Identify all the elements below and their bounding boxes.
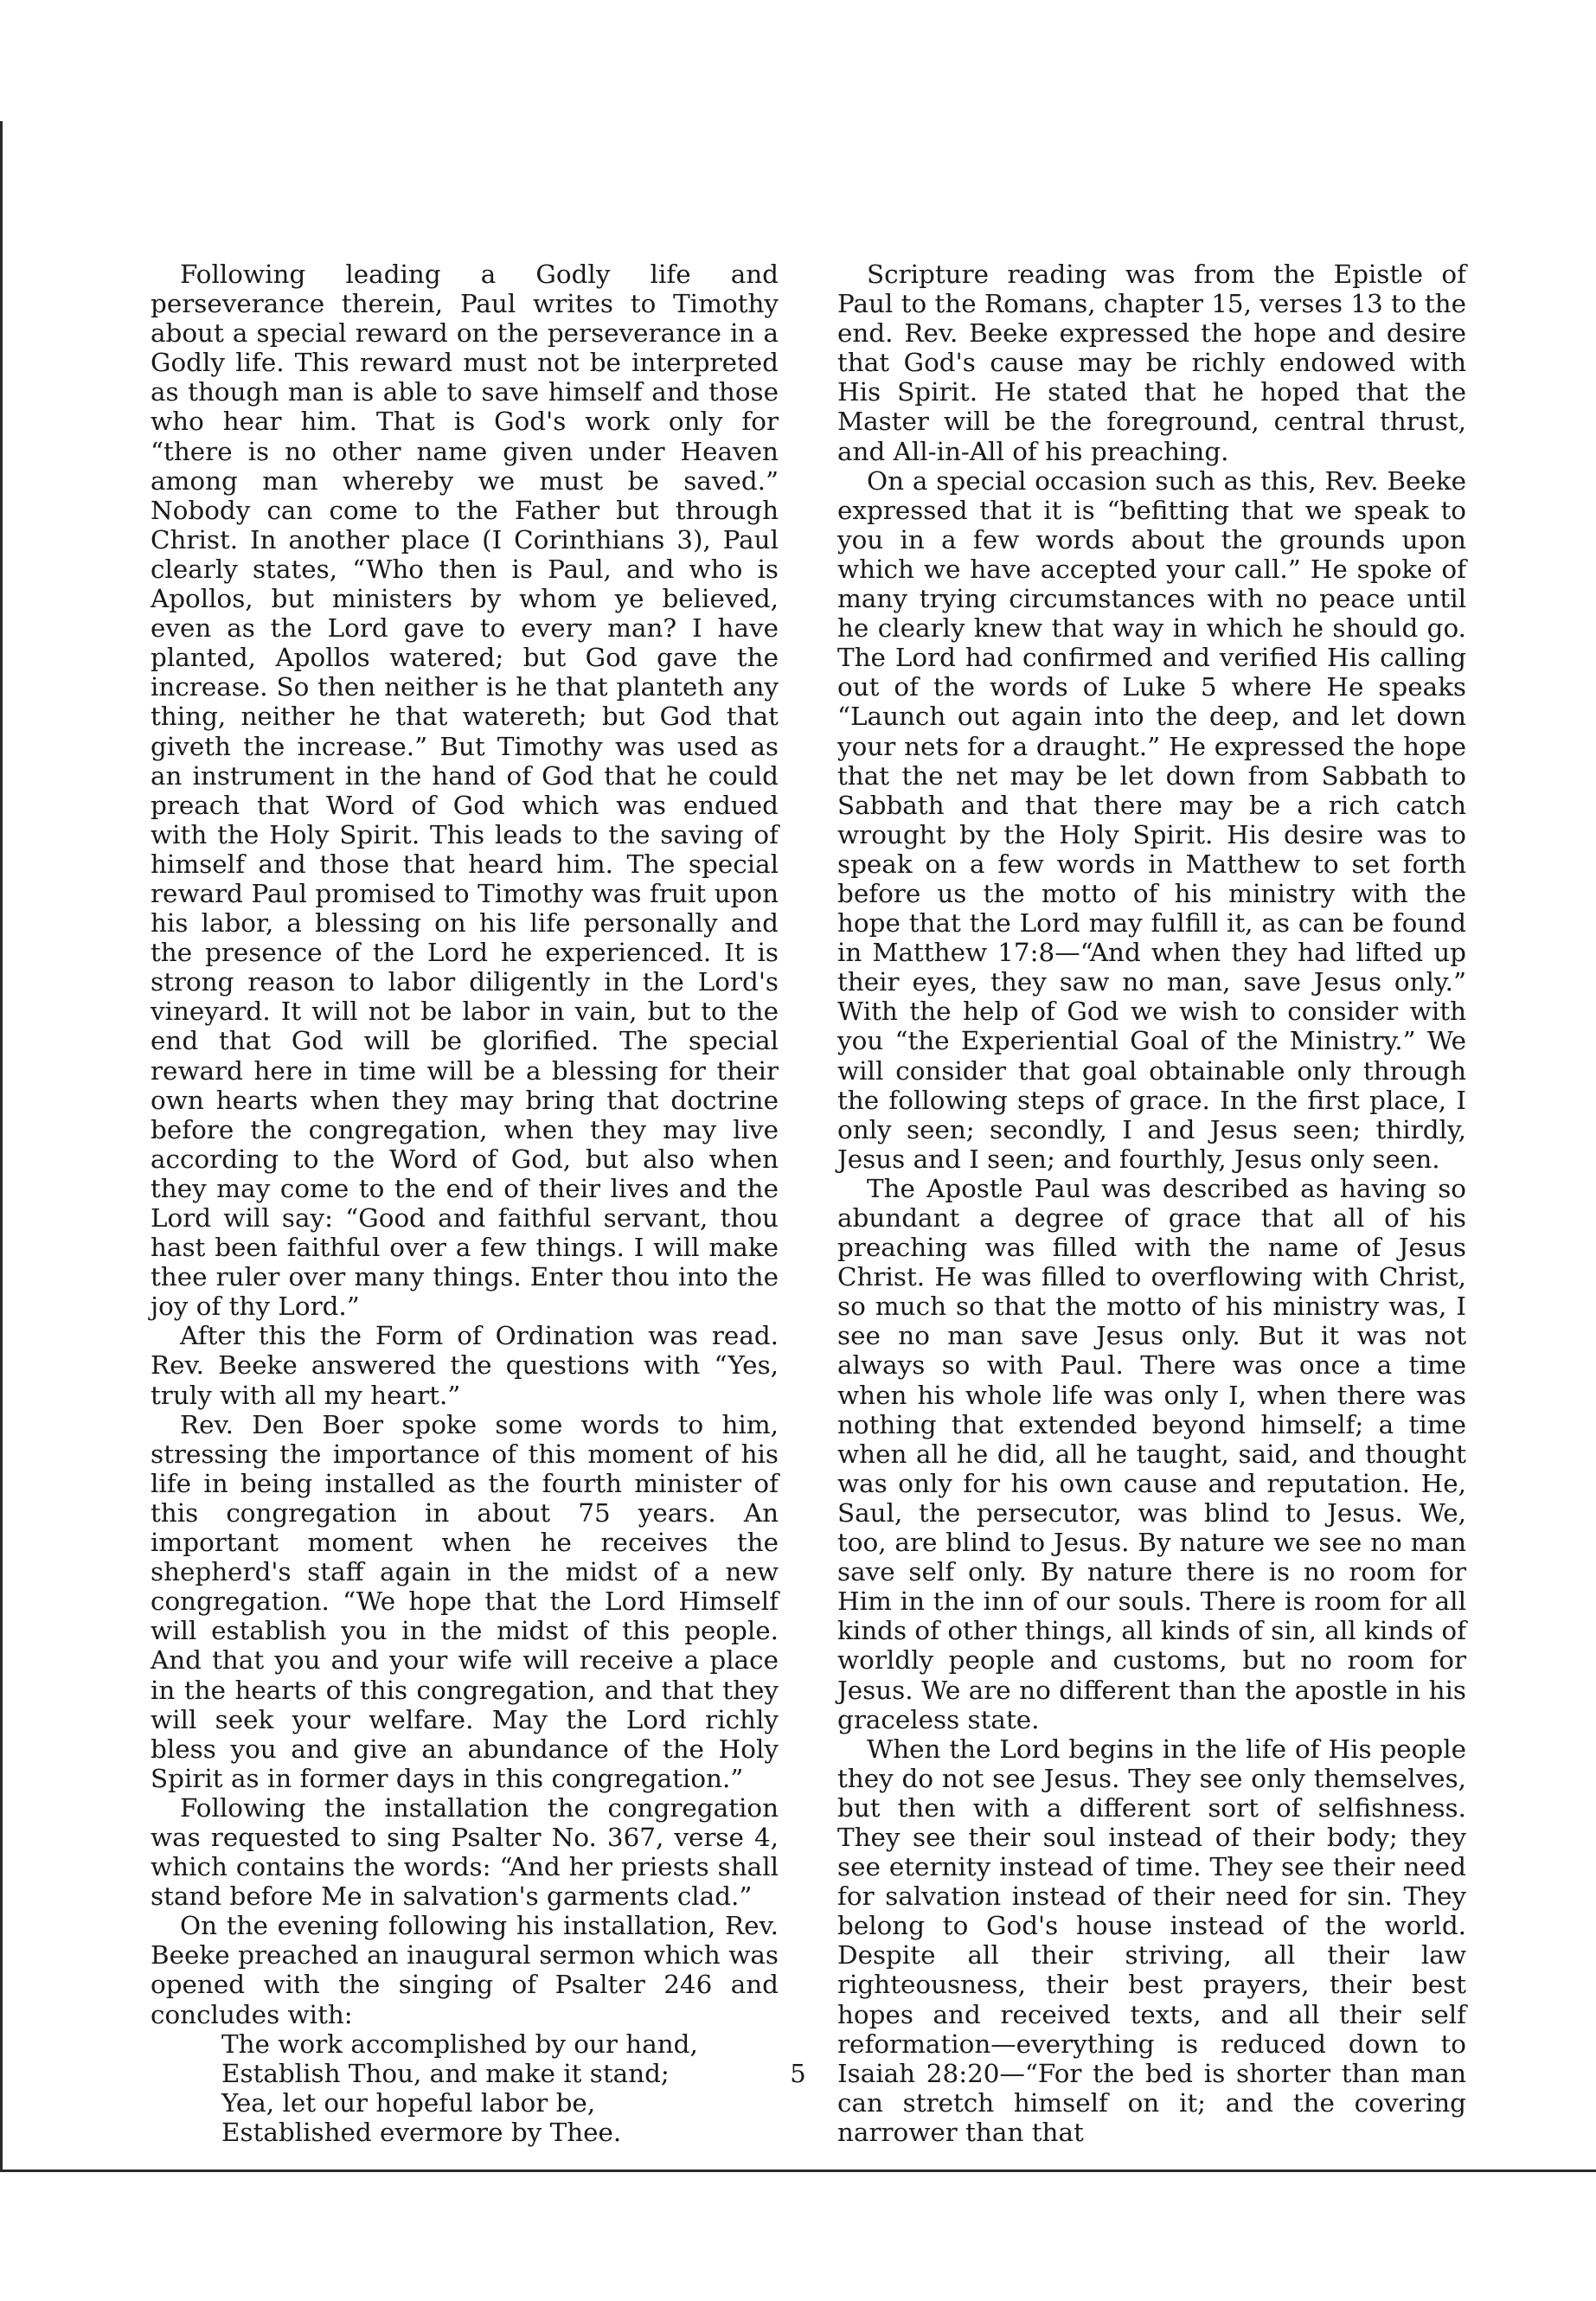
verse-line: Yea, let our hopeful labor be, xyxy=(221,2087,596,2118)
verse-line: Established evermore by Thee. xyxy=(221,2117,622,2147)
paragraph: On the evening following his installation, Rev. Beeke preached an inaugural sermon which was opened with the singing of Psalter 246 and concludes with: xyxy=(151,1911,779,2029)
paragraph: The Apostle Paul was described as having so abundant a degree of grace that all of his preaching was filled with the name of Jesus Christ. He was filled to overflowing with Christ, so much so that the motto of his ministry was, I see no man save Jesus only. But it was not always so with Paul. There was once a time when his whole life was only I, when there was nothing that extended beyond himself; a time when all he did, all he taught, said, and thought was only for his own cause and reputation. He, Saul, the persecutor, was blind to Jesus. We, too, are blind to Jesus. By nature we see no man save self only. By nature there is no room for Him in the inn of our souls. There is room for all kinds of other things, all kinds of sin, all kinds of worldly people and customs, but no room for Jesus. We are no different than the apostle in his graceless state. xyxy=(837,1173,1466,1734)
paragraph: After this the Form of Ordination was read. Rev. Beeke answered the questions with “Yes, truly with all my heart.” xyxy=(151,1321,779,1410)
right-column xyxy=(837,260,1466,2147)
verse-line: Establish Thou, and make it stand; xyxy=(221,2058,670,2088)
paragraph: Following leading a Godly life and perseverance therein, Paul writes to Timothy about a special reward on the perseverance in a Godly life. This reward must not be interpreted as though man is able to save himself and those who hear him. That is God's work only for “there is no other name given under Heaven among man whereby we must be saved.” Nobody can come to the Father but through Christ. In another place (I Corinthians 3), Paul clearly states, “Who then is Paul, and who is Apollos, but ministers by whom ye believed, even as the Lord gave to every man? I have planted, Apollos watered; but God gave the increase. So then neither is he that planteth any thing, neither he that watereth; but God that giveth the increase.” But Timothy was used as an instrument in the hand of God that he could preach that Word of God which was endued with the Holy Spirit. This leads to the saving of himself and those that heard him. The special reward Paul promised to Timothy was fruit upon his labor, a blessing on his life personally and the presence of the Lord he experienced. It is strong reason to labor diligently in the Lord's vineyard. It will not be labor in vain, but to the end that God will be glorified. The special reward here in time will be a blessing for their own hearts when they may bring that doctrine before the congregation, when they may live according to the Word of God, but also when they may come to the end of their lives and the Lord will say: “Good and faithful servant, thou hast been faithful over a few things. I will make thee ruler over many things. Enter thou into the joy of thy Lord.” xyxy=(151,260,779,1322)
paragraph: Following the installation the congregation was requested to sing Psalter No. 367, verse 4, which contains the words: “And her priests shall stand before Me in salvation's garments clad.” xyxy=(151,1792,779,1912)
page-bottom-edge xyxy=(0,2170,1596,2172)
verse-line: The work accomplished by our hand, xyxy=(221,2029,698,2059)
page-left-edge xyxy=(0,121,3,2171)
paragraph: When the Lord begins in the life of His people they do not see Jesus. They see only themselves, but then with a different sort of selfishness. They see their soul instead of their body; they see eternity instead of time. They see their need for salvation instead of their need for sin. They belong to God's house instead of the world. Despite all their striving, all their law righteousness, their best prayers, their best hopes and received texts, and all their self reformation—everything is reduced down to Isaiah 28:20—“For the bed is shorter than man can stretch himself on it; and the covering narrower than that xyxy=(837,1734,1466,2147)
paragraph: Scripture reading was from the Epistle of Paul to the Romans, chapter 15, verses 13 to the end. Rev. Beeke expressed the hope and desire that God's cause may be richly endowed with His Spirit. He stated that he hoped that the Master will be the foreground, central thrust, and All-in-All of his preaching. xyxy=(837,260,1466,466)
paragraph: Rev. Den Boer spoke some words to him, stressing the importance of this moment of his life in being installed as the fourth minister of this congregation in about 75 years. An important moment when he receives the shepherd's staff again in the midst of a new congregation. “We hope that the Lord Himself will establish you in the midst of this people. And that you and your wife will receive a place in the hearts of this congregation, and that they will seek your welfare. May the Lord richly bless you and give an abundance of the Holy Spirit as in former days in this congregation.” xyxy=(151,1409,779,1793)
left-column xyxy=(151,260,779,2147)
page-number: 5 xyxy=(790,2059,806,2088)
paragraph: On a special occasion such as this, Rev. Beeke expressed that it is “befitting that we speak to you in a few words about the grounds upon which we have accepted your call.” He spoke of many trying circumstances with no peace until he clearly knew that way in which he should go. The Lord had confirmed and verified His calling out of the words of Luke 5 where He speaks “Launch out again into the deep, and let down your nets for a draught.” He expressed the hope that the net may be let down from Sabbath to Sabbath and that there may be a rich catch wrought by the Holy Spirit. His desire was to speak on a few words in Matthew to set forth before us the motto of his ministry with the hope that the Lord may fulfill it, as can be found in Matthew 17:8—“And when they had lifted up their eyes, they saw no man, save Jesus only.” With the help of God we wish to consider with you “the Experiential Goal of the Ministry.” We will consider that goal obtainable only through the following steps of grace. In the first place, I only seen; secondly, I and Jesus seen; thirdly, Jesus and I seen; and fourthly, Jesus only seen. xyxy=(837,465,1466,1174)
